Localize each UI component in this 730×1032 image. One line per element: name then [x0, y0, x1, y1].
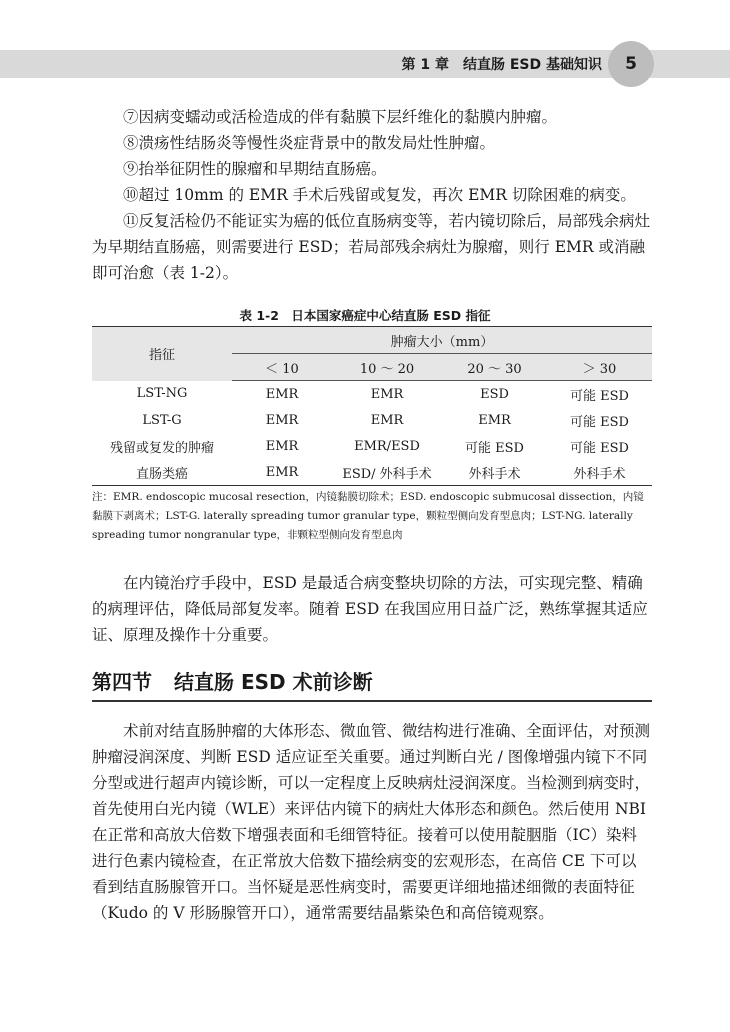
- table-row: [92, 459, 652, 486]
- table-row-label: 残留或复发的肿瘤: [109, 440, 214, 456]
- list-item-7: ⑦因病变蠕动或活检造成的伴有黏膜下层纤维化的黏膜内肿瘤。: [123, 108, 558, 126]
- list-item-11: ⑪反复活检仍不能证实为癌的低位直肠病变等，若内镜切除后，局部残余病灶为早期结直肠癌，则需要进行 ESD；若局部残余病灶为腺瘤，则行 EMR 或消融即可治愈（表 1-2）。: [92, 212, 651, 282]
- table-size-col: ＞ 30: [547, 354, 652, 381]
- table-row-label: LST-NG: [136, 386, 188, 402]
- esd-indication-table: [92, 326, 652, 486]
- section-title: 结直肠 ESD 术前诊断: [174, 670, 373, 694]
- table-cell: 可能 ESD: [570, 414, 629, 430]
- table-cell: 可能 ESD: [570, 440, 629, 456]
- table-header-size: 肿瘤大小（mm）: [232, 327, 652, 354]
- body-paragraph: 在内镜治疗手段中，ESD 是最适合病变整块切除的方法，可实现完整、精确的病理评估，降低局部复发率。随着 ESD 在我国应用日益广泛，熟练掌握其适应证、原理及操作十分重要。: [92, 574, 648, 644]
- table-cell: EMR: [265, 386, 299, 402]
- table-row: [92, 381, 652, 408]
- section-number: 第四节: [92, 670, 152, 694]
- table-cell: 外科手术: [442, 459, 547, 486]
- section-body-paragraph: 术前对结直肠肿瘤的大体形态、微血管、微结构进行准确、全面评估，对预测肿瘤浸润深度、判断 ESD 适应证至关重要。通过判断白光 / 图像增强内镜下不同分型或进行超声内镜诊断，可以一定程度上反映病灶浸润深度。当检测到病变时，首先使用白光内镜（WLE）来评估内镜下的病灶大体形态和颜色。然后使用 NBI 在正常和高放大倍数下增强表面和毛细管特征。接着可以使用靛胭脂（IC）染料进行色素内镜检查，在正常放大倍数下描绘病变的宏观形态，在高倍 CE 下可以看到结直肠腺管开口。当怀疑是恶性病变时，需要更详细地描述细微的表面特征（Kudo 的 V 形肠腺管开口），通常需要结晶紫染色和高倍镜观察。: [92, 722, 651, 922]
- table-size-col: 10 ～ 20: [332, 354, 442, 381]
- table-cell: ESD: [480, 386, 509, 402]
- table-cell: EMR: [370, 386, 404, 402]
- page-number: 5: [608, 41, 654, 87]
- table-row: [92, 433, 652, 459]
- table-cell: 外科手术: [547, 459, 652, 486]
- list-item-9: ⑨抬举征阴性的腺瘤和早期结直肠癌。: [123, 160, 387, 178]
- table-cell: EMR: [478, 412, 511, 428]
- table-cell: EMR: [232, 459, 332, 486]
- table-row: [92, 407, 652, 433]
- table-size-col: 20 ～ 30: [442, 354, 547, 381]
- section-heading: [92, 666, 373, 695]
- table-header-indication: 指征: [92, 327, 232, 381]
- table-cell: 可能 ESD: [465, 440, 524, 456]
- list-item-10: ⑩超过 10mm 的 EMR 手术后残留或复发，再次 EMR 切除困难的病变。: [123, 186, 636, 204]
- table-cell: 可能 ESD: [570, 388, 629, 404]
- table-size-col: ＜ 10: [232, 354, 332, 381]
- table-row-label: LST-G: [142, 412, 182, 428]
- table-cell: EMR: [370, 412, 404, 428]
- section-divider: [92, 700, 652, 702]
- chapter-title: 第 1 章 结直肠 ESD 基础知识: [401, 57, 602, 73]
- table-cell: EMR/ESD: [354, 438, 420, 454]
- table-cell: EMR: [265, 412, 299, 428]
- table-cell: EMR: [265, 438, 299, 454]
- list-item-8: ⑧溃疡性结肠炎等慢性炎症背景中的散发局灶性肿瘤。: [123, 134, 496, 152]
- table-cell: ESD/ 外科手术: [332, 459, 442, 486]
- table-note: 注：EMR. endoscopic mucosal resection，内镜黏膜切除术；ESD. endoscopic submucosal dissection，内镜黏膜下剥离术；LST-G. laterally spreading tumor granular type，颗粒型侧向发育型息肉；LST-NG. laterally spreading tumor nongranular type，非颗粒型侧向发育型息肉: [92, 491, 644, 541]
- table-row-label: 直肠类癌: [92, 459, 232, 486]
- table-caption: 表 1-2 日本国家癌症中心结直肠 ESD 指征: [239, 308, 491, 323]
